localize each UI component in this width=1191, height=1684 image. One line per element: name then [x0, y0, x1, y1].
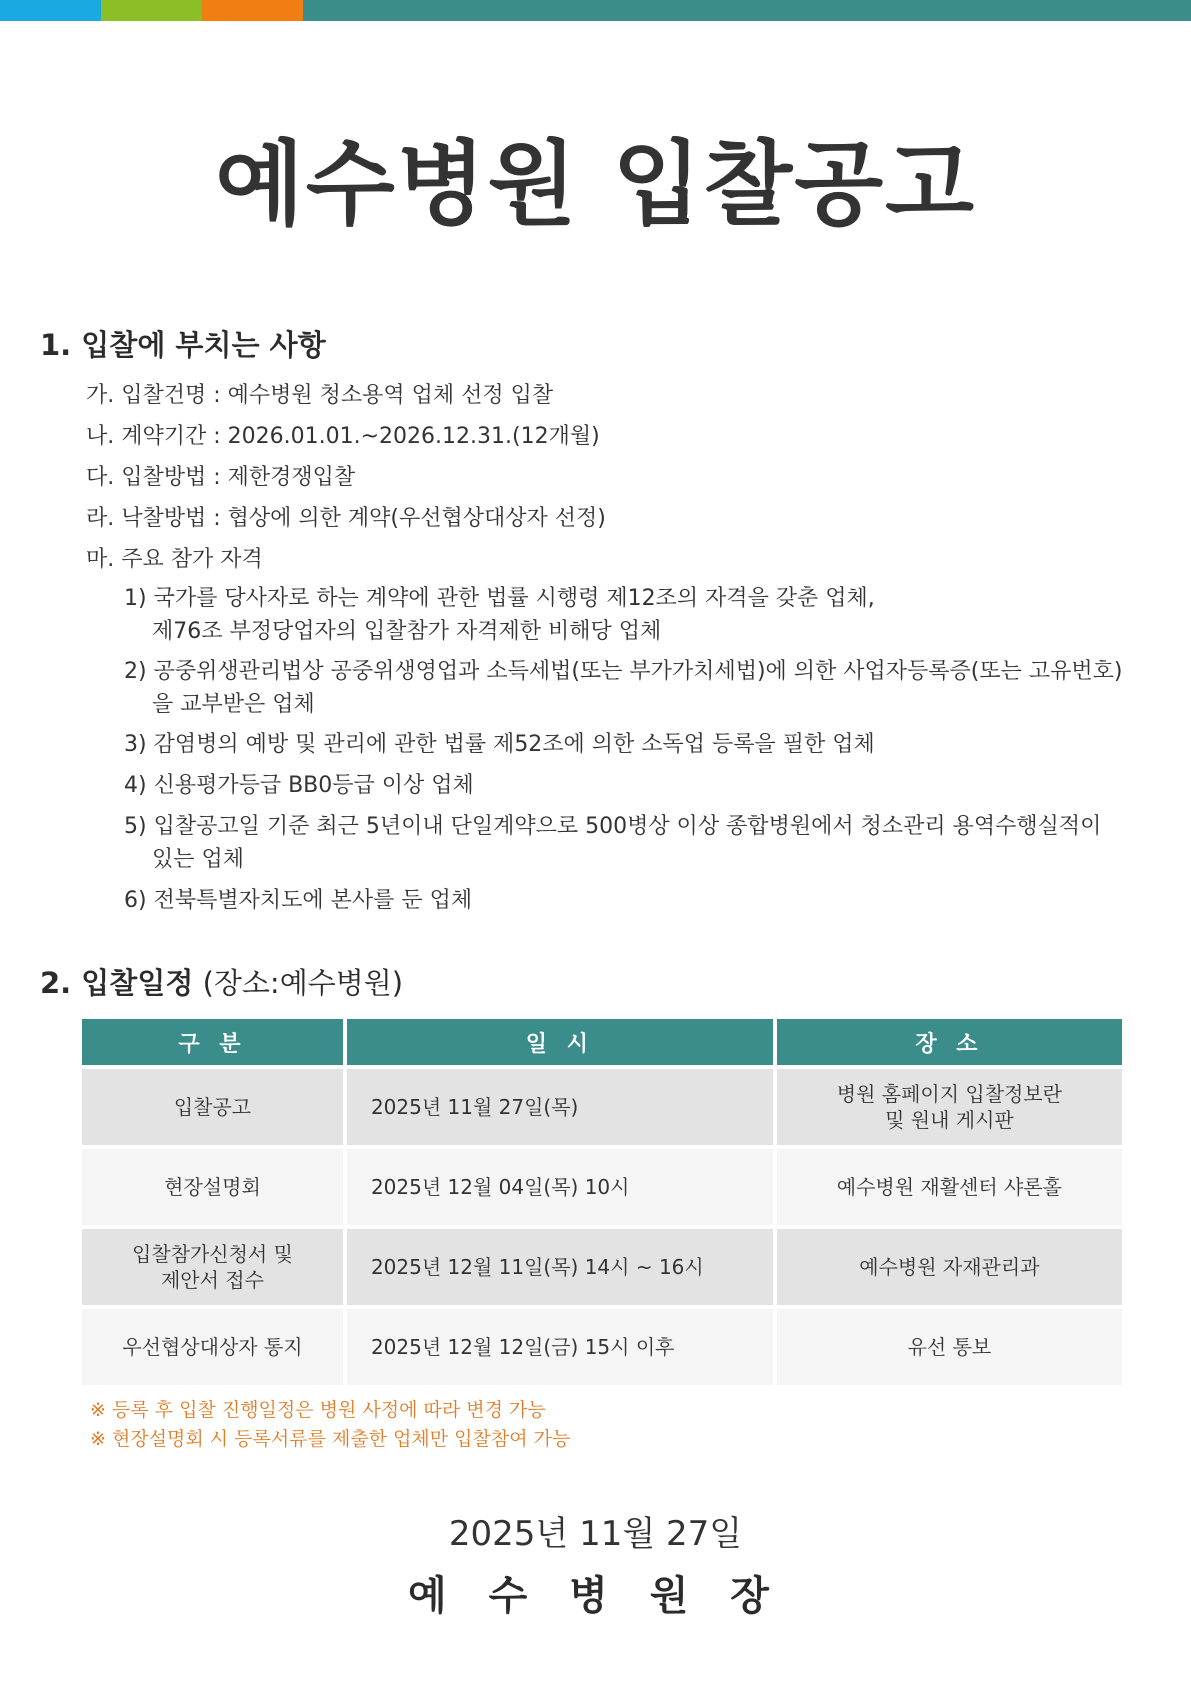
bid-name-item: 가. 입찰건명 : 예수병원 청소용역 업체 선정 입찰	[86, 383, 554, 408]
row-place	[777, 1069, 1122, 1145]
schedule-note-1: ※ 등록 후 입찰 진행일정은 병원 사정에 따라 변경 가능	[90, 1399, 546, 1421]
table-row	[82, 1069, 1122, 1145]
schedule-table	[78, 1015, 1126, 1389]
award-method-item: 라. 낙찰방법 : 협상에 의한 계약(우선협상대상자 선정)	[86, 506, 606, 531]
row-category: 입찰공고	[82, 1069, 343, 1145]
section2-title	[40, 963, 403, 1003]
row-datetime: 2025년 11월 27일(목)	[347, 1069, 773, 1145]
row-category: 우선협상대상자 통지	[82, 1309, 343, 1385]
qualification-1-line2: 제76조 부정당업자의 입찰참가 자격제한 비해당 업체	[152, 619, 662, 644]
qualification-heading: 마. 주요 참가 자격	[86, 547, 263, 572]
row-place-line2: 및 원내 게시판	[885, 1108, 1014, 1132]
section2-title-main: 2. 입찰일정	[40, 966, 194, 1000]
contract-period-item: 나. 계약기간 : 2026.01.01.~2026.12.31.(12개월)	[86, 424, 600, 449]
top-bar-green	[101, 0, 202, 21]
table-row	[82, 1149, 1122, 1225]
qualification-6: 6) 전북특별자치도에 본사를 둔 업체	[124, 888, 473, 913]
row-category-line2: 제안서 접수	[160, 1268, 264, 1292]
qualification-5-line1: 5) 입찰공고일 기준 최근 5년이내 단일계약으로 500병상 이상 종합병원에서 청소관리 용역수행실적이	[124, 814, 1102, 839]
qualification-2-line1: 2) 공중위생관리법상 공중위생영업과 소득세법(또는 부가가치세법)에 의한 사업자등록증(또는 고유번호)	[124, 659, 1123, 684]
header-place: 장 소	[777, 1019, 1122, 1065]
qualification-4: 4) 신용평가등급 BB0등급 이상 업체	[124, 773, 474, 798]
qualification-1-line1: 1) 국가를 당사자로 하는 계약에 관한 법률 시행령 제12조의 자격을 갖춘 업체,	[124, 586, 875, 611]
schedule-note-2: ※ 현장설명회 시 등록서류를 제출한 업체만 입찰참여 가능	[90, 1428, 571, 1450]
footer-date: 2025년 11월 27일	[448, 1514, 743, 1554]
header-datetime: 일 시	[347, 1019, 773, 1065]
footer-signature: 예 수 병 원 장	[408, 1573, 783, 1619]
qualification-3: 3) 감염병의 예방 및 관리에 관한 법률 제52조에 의한 소독업 등록을 필한 업체	[124, 732, 875, 757]
row-datetime: 2025년 12월 11일(목) 14시 ~ 16시	[347, 1229, 773, 1305]
top-bar-blue	[0, 0, 101, 21]
qualification-5-line2: 있는 업체	[152, 847, 245, 872]
top-bar-teal	[303, 0, 1191, 21]
row-category	[82, 1229, 343, 1305]
section1-title: 1. 입찰에 부치는 사항	[40, 328, 326, 362]
row-place: 예수병원 자재관리과	[777, 1229, 1122, 1305]
table-row	[82, 1229, 1122, 1305]
bid-method-item: 다. 입찰방법 : 제한경쟁입찰	[86, 465, 356, 490]
table-header-row	[82, 1019, 1122, 1065]
row-place: 예수병원 재활센터 샤론홀	[777, 1149, 1122, 1225]
row-place: 유선 통보	[777, 1309, 1122, 1385]
header-category: 구 분	[82, 1019, 343, 1065]
qualification-2-line2: 을 교부받은 업체	[152, 692, 315, 717]
section2-title-location: (장소:예수병원)	[193, 966, 404, 1000]
row-datetime: 2025년 12월 04일(목) 10시	[347, 1149, 773, 1225]
table-row	[82, 1309, 1122, 1385]
top-color-bar	[0, 0, 1191, 21]
row-datetime: 2025년 12월 12일(금) 15시 이후	[347, 1309, 773, 1385]
top-bar-orange	[202, 0, 303, 21]
row-place-line1: 병원 홈페이지 입찰정보란	[836, 1082, 1063, 1106]
page-title: 예수병원 입찰공고	[214, 131, 976, 238]
row-category: 현장설명회	[82, 1149, 343, 1225]
row-category-line1: 입찰참가신청서 및	[132, 1242, 293, 1266]
